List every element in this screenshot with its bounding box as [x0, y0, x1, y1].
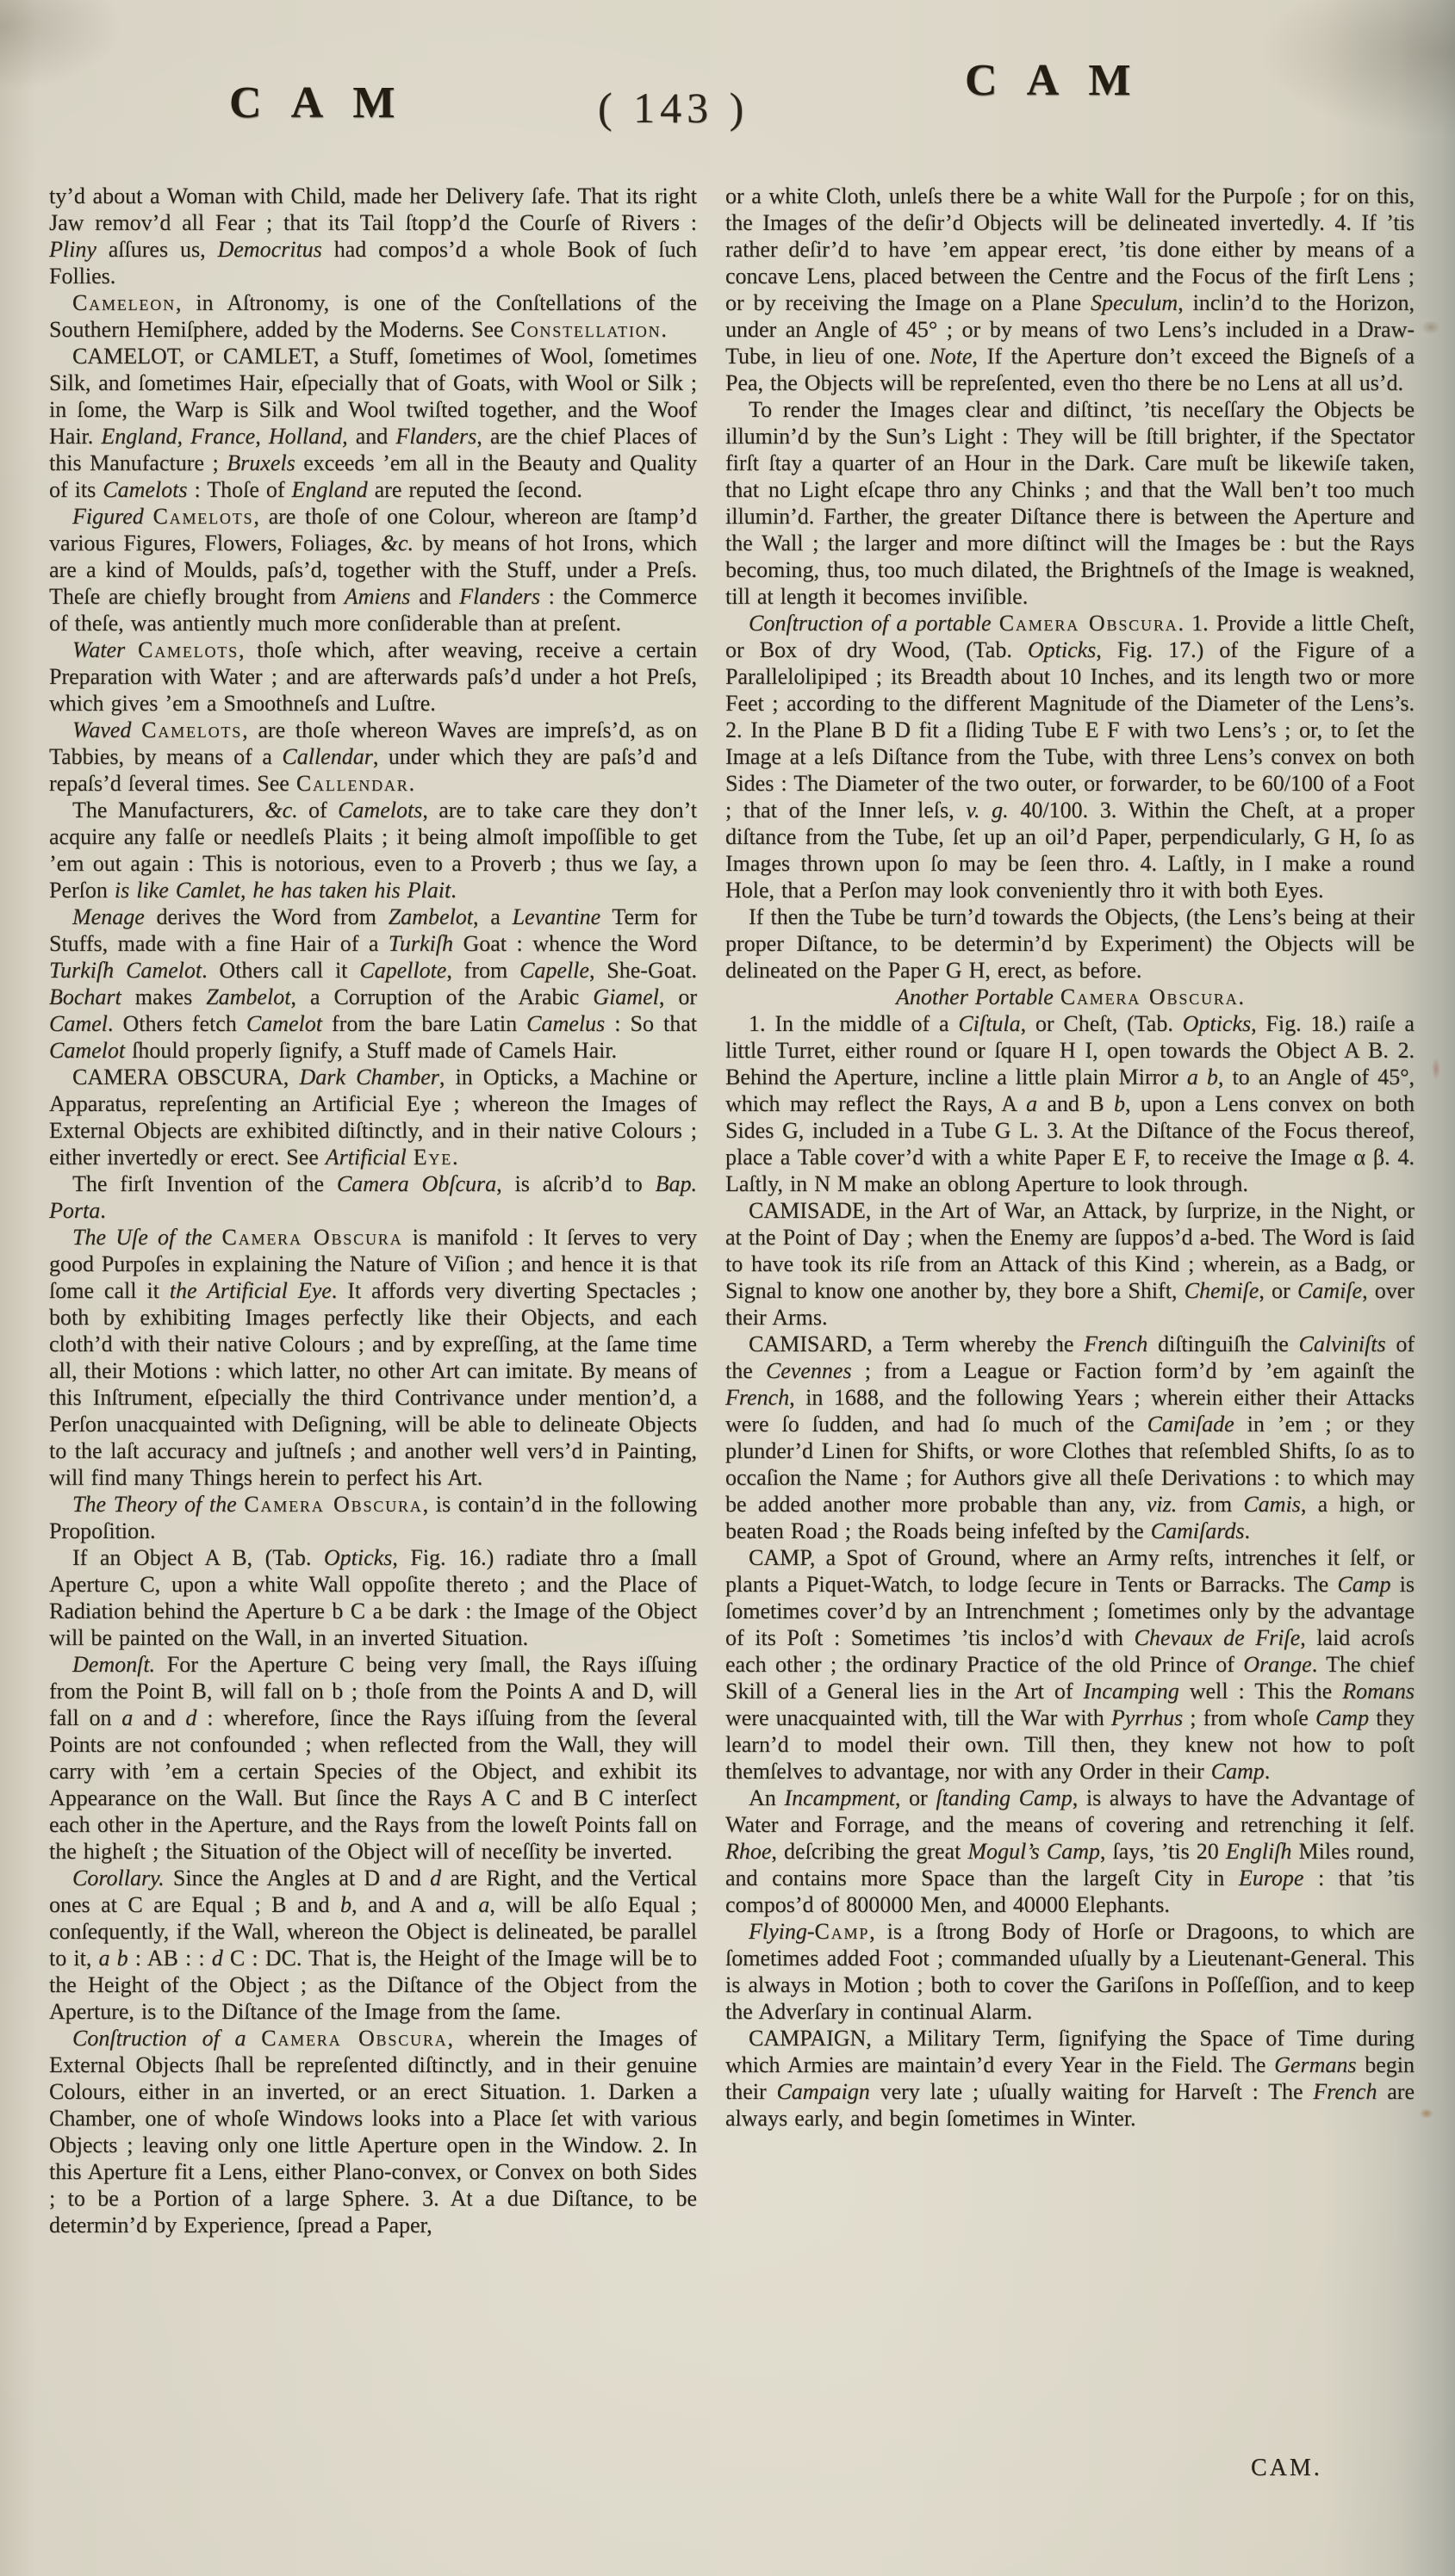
text-segment: are Right, and the Vertical ones at C are Equal ; B and: [49, 1865, 697, 1917]
text-segment: , is always to have the Advantage of Water and Forrage, and the means of covering and retrenching it ſelf.: [725, 1785, 1415, 1837]
paragraph: [725, 1010, 1415, 1197]
text-segment: CAMISARD, a Term whereby the: [749, 1331, 1085, 1356]
text-segment: Camiſade: [1147, 1412, 1234, 1437]
text-segment: : AB : :: [127, 1946, 212, 1971]
paragraph: [49, 717, 697, 797]
text-segment: [144, 504, 153, 529]
text-segment: ty’d about a Woman with Child, made her Delivery ſafe. That its right Jaw remov’d all Fear ; that its Tail ſtopp’d the Courſe of Rivers :: [49, 183, 697, 235]
text-segment: Camera Obſcura: [336, 1171, 497, 1196]
text-segment: Chevaux de Friſe: [1134, 1625, 1301, 1650]
text-segment: d: [211, 1946, 223, 1971]
text-segment: , She-Goat.: [588, 958, 697, 983]
text-segment: .: [661, 317, 667, 342]
text-segment: a: [121, 1705, 134, 1730]
paragraph: [49, 1651, 697, 1865]
paragraph: [725, 396, 1415, 610]
text-segment: [1054, 984, 1060, 1009]
text-segment: &c.: [380, 531, 413, 556]
text-segment: , a: [472, 904, 513, 929]
text-segment: Amiens: [344, 584, 411, 609]
text-segment: , in 1688, and the following Years ; wherein either their Attacks were ſo ſudden, and had ſo much of the: [725, 1385, 1415, 1437]
text-segment: CAMERA OBSCURA,: [72, 1065, 300, 1089]
text-segment: French: [1084, 1331, 1148, 1356]
text-segment: , is contain’d in the following Propoſition.: [49, 1492, 698, 1543]
paragraph: [49, 636, 697, 717]
text-segment: and B: [1037, 1091, 1114, 1116]
text-segment: C : DC. That is, the Height of the Image will be to the Height of the Object ; as the Diſtance of the Object from the Aperture, is to the Diſtance of the Image from the ſame.: [49, 1946, 698, 2024]
text-segment: Camera Obscura: [261, 2026, 448, 2051]
text-segment: Bruxels: [227, 450, 295, 475]
text-segment: [992, 611, 999, 636]
page-number: ( 143 ): [598, 84, 749, 132]
paragraph: [49, 1064, 697, 1170]
text-segment: Turkiſh Camelot: [49, 958, 202, 983]
text-segment: , in Opticks, a Machine or Apparatus, repreſenting an Artificial Eye ; whereon the Images of External Objects are exhibited diſtinctly, and in their native Colours ; either invertedly or erect. See: [49, 1065, 697, 1170]
text-segment: .: [452, 1145, 458, 1170]
text-segment: The Manufacturers,: [72, 798, 265, 822]
text-segment: Camiſards: [1150, 1518, 1245, 1543]
text-segment: Corollary.: [72, 1865, 165, 1890]
paper-smudge: [1432, 1058, 1440, 1080]
text-segment: Engliſh: [1225, 1839, 1292, 1864]
text-segment: is ſometimes cover’d by an Intrenchment ; ſometimes only by the advantage of its Poſt : Sometimes ’tis inclos’d with: [725, 1572, 1415, 1650]
text-segment: The firſt Invention of the: [72, 1171, 337, 1196]
text-segment: : the Commerce of theſe, was antiently much more conſiderable than at preſent.: [49, 584, 697, 636]
text-segment: Ciſtula: [958, 1011, 1021, 1036]
text-segment: [212, 1225, 221, 1250]
text-segment: very late ; uſually waiting for Harveſt : The: [869, 2079, 1314, 2104]
text-segment: d: [185, 1705, 197, 1730]
text-segment: had compos’d a whole Book of ſuch Follies.: [49, 237, 697, 289]
text-segment: Camelots: [152, 504, 254, 529]
text-segment: a b: [98, 1946, 128, 1971]
running-head-left: C A M: [229, 78, 406, 127]
text-segment: Camelots: [103, 477, 188, 502]
text-segment: , inclin’d to the Horizon, under an Angle of 45° ; or by means of two Lens’s included in a Draw-Tube, in lieu of one.: [725, 290, 1415, 369]
text-segment: ſhould properly ſignify, a Stuff made of Camels Hair.: [125, 1038, 618, 1063]
text-segment: is manifold : It ſerves to very good Purpoſes in explaining the Nature of Viſion ; and hence it is that ſome call it: [49, 1225, 697, 1303]
text-segment: Orange: [1243, 1652, 1312, 1677]
text-segment: Flying-: [749, 1919, 815, 1944]
text-segment: Opticks: [1027, 637, 1097, 662]
text-segment: Conſtruction of a: [72, 2026, 246, 2051]
paragraph: [725, 2025, 1415, 2132]
text-segment: Bochart: [49, 984, 121, 1009]
text-segment: , wherein the Images of External Objects ſhall be repreſented diſtinctly, and in their genuine Colours, either in an inverted, or an erect Situation. 1. Darken a Chamber, one of whoſe Windows looks into a Place ſet with various Objects ; leaving only one little Aperture open in the Window. 2. In this Aperture fit a Lens, either Plano-convex, or Convex on both Sides ; to be a Portion of a large Sphere. 3. At a due Diſtance, to be determin’d by Experience, ſpread a Paper,: [49, 2026, 697, 2238]
section-heading: [725, 984, 1415, 1010]
text-segment: from the bare Latin: [321, 1011, 527, 1036]
text-segment: The Theory of the: [72, 1492, 237, 1517]
text-segment: Germans: [1274, 2052, 1357, 2077]
text-segment: , or: [894, 1785, 936, 1810]
paragraph: [49, 183, 697, 289]
text-segment: Capelle: [519, 958, 589, 983]
text-segment: v. g.: [966, 798, 1009, 822]
text-segment: Camp: [1210, 1759, 1265, 1784]
text-segment: , Fig. 17.) of the Figure of a Parallelolipiped ; its Breadth about 10 Inches, and its length two or more Feet ; according to the different Magnitude of the Diameter of the Lens’s. 2. In the Plane B D fit a ſliding Tube E F with two Lens’s ; or, to ſet the Image at a leſs Diſtance from the Tube, with three Lens’s convex on both Sides : The Diameter of the two outer, or forwarder, to be 60/100 of a Foot ; that of the Inner leſs,: [725, 637, 1415, 822]
text-segment: Another Portable: [896, 984, 1054, 1009]
text-segment: CAMP, a Spot of Ground, where an Army reſts, intrenches it ſelf, or plants a Piquet-Watch, to lodge ſecure in Tents or Barracks. The: [725, 1545, 1415, 1597]
text-segment: a: [1026, 1091, 1038, 1116]
text-segment: If then the Tube be turn’d towards the Objects, (the Lens’s being at their proper Diſtance, to be determin’d by Experiment) the Objects will be delineated on the Paper G H, erect, as before.: [725, 904, 1415, 983]
paragraph: [725, 610, 1415, 903]
text-segment: CAMELOT, or CAMLET, a Stuff, ſometimes of Wool, ſometimes Silk, and ſometimes Hair, eſpecially that of Goats, with Wool or Silk ; in ſome, the Warp is Silk and Wool twiſted together, and the Woof Hair.: [49, 344, 697, 449]
text-segment: Capellote: [359, 958, 447, 983]
text-segment: Eye: [413, 1145, 453, 1170]
text-segment: Miles round, and contains more Space than the largeſt City in: [725, 1839, 1415, 1890]
text-segment: .: [1238, 984, 1244, 1009]
text-segment: [237, 1492, 245, 1517]
text-segment: Pyrrhus: [1110, 1705, 1184, 1730]
text-segment: aſſures us,: [96, 237, 218, 262]
ink-stain: [1420, 2108, 1433, 2119]
text-segment: Camelot: [49, 1038, 126, 1063]
paragraph: [49, 2025, 697, 2238]
paragraph: [49, 289, 697, 343]
text-segment: Zambelot: [388, 904, 473, 929]
text-segment: Water: [72, 637, 126, 662]
text-segment: diſtinguiſh the: [1147, 1331, 1299, 1356]
text-segment: a b: [1186, 1065, 1218, 1089]
text-segment: Speculum: [1091, 290, 1178, 315]
text-segment: , a high, or beaten Road ; the Roads being infeſted by the: [725, 1492, 1415, 1543]
text-segment: 1. In the middle of a: [749, 1011, 959, 1036]
text-segment: , are the chief Places of this Manufacture ;: [49, 424, 698, 475]
text-segment: .: [1264, 1759, 1271, 1784]
text-segment: Democritus: [217, 237, 322, 262]
text-segment: Camera Obscura: [1060, 984, 1239, 1009]
text-segment: Zambelot: [206, 984, 291, 1009]
text-segment: , Fig. 16.) radiate thro a ſmall Aperture C, upon a white Wall oppoſite thereto ; and the Place of Radiation behind the Aperture b C a be dark : the Image of the Object will be painted on the Wall, in an inverted Situation.: [49, 1545, 697, 1650]
text-column-right: [725, 183, 1415, 2132]
paragraph: [49, 1491, 697, 1544]
text-segment: . It affords very diverting Spectacles ; both by exhibiting Images perfectly like their Objects, and each cloth’d with their native Colours ; and by expreſſing, at the ſame time all, their Motions : which latter, no other Art can imitate. By means of this Inſtrument, eſpecially the third Contrivance under mention’d, a Perſon unacquainted with Deſigning, will be able to delineate Objects to the laſt accuracy and juſtneſs ; and another well vers’d in Painting, will find many Things herein to perfect his Art.: [49, 1278, 697, 1490]
text-segment: b: [339, 1892, 351, 1917]
text-segment: derives the Word from: [144, 904, 389, 929]
catchword: CAM.: [1251, 2455, 1322, 2481]
paragraph: [725, 1544, 1415, 1785]
text-segment: are reputed the ſecond.: [367, 477, 582, 502]
text-segment: Since the Angles at D and: [164, 1865, 431, 1890]
text-segment: Callendar: [295, 771, 409, 796]
text-segment: CAMISADE, in the Art of War, an Attack, by ſurprize, in the Night, or at the Point of Day ; when the Enemy are ſuppos’d a-bed. The Word is ſaid to have took its riſe from an Attack of this Kind ; wherein, as a Badg, or Signal to know one another by, they bore a Shift,: [725, 1198, 1415, 1303]
paragraph: [49, 797, 697, 903]
paragraph: [49, 503, 697, 636]
text-segment: [125, 637, 138, 662]
text-segment: To render the Images clear and diſtinct, ’tis neceſſary the Objects be illumin’d by the Sun’s Light : They will be ſtill brighter, if the Spectator firſt ſtay a quarter of an Hour in the Dark. Care muſt be likewiſe taken, that no Light eſcape thro any Chinks ; and that the Wall ben’t too much illumin’d. Farther, the greater Diſtance there is between the Aperture and the Wall ; the larger and more diſtinct will the Images be : but the Rays becoming, thus, too much dilated, the Brightneſs of the Image is weakned, till at length it becomes inviſible.: [725, 397, 1415, 609]
text-segment: , to an Angle of 45°, which may reflect the Rays, A: [725, 1065, 1415, 1116]
text-segment: , or: [1259, 1278, 1297, 1303]
text-segment: , Fig. 18.) raiſe a little Turret, either round or ſquare H I, open towards the Object A B. 2. Behind the Aperture, incline a little plain Mirror: [725, 1011, 1415, 1089]
text-segment: . The chief Skill of a General lies in the Art of: [725, 1652, 1415, 1704]
text-segment: , is aſcrib’d to: [496, 1171, 656, 1196]
text-segment: Figured: [72, 504, 144, 529]
text-segment: Campaign: [776, 2079, 870, 2104]
text-segment: , in Aſtronomy, is one of the Conſtellations of the Southern Hemiſphere, added by the Moderns. See: [49, 290, 697, 342]
text-segment: , from: [446, 958, 520, 983]
text-segment: Camp: [814, 1919, 870, 1944]
text-segment: If an Object A B, (Tab.: [72, 1545, 324, 1570]
text-segment: , are thoſe of one Colour, whereon are ſtamp’d various Figures, Flowers, Foliages,: [49, 504, 697, 556]
text-segment: Goat : whence the Word: [453, 931, 697, 956]
text-segment: Camp: [1337, 1572, 1391, 1597]
text-segment: , are to take care they don’t acquire any falſe or needleſs Plaits ; it being almoſt impoſſible to get ’em out again : This is notorious, even to a Proverb ; thus we ſay, a Perſon: [49, 798, 697, 903]
text-segment: is like Camlet, he has taken his Plait: [114, 878, 451, 903]
text-segment: , and A and: [351, 1892, 479, 1917]
text-segment: Term for Stuffs, made with a fine Hair of a: [49, 904, 698, 956]
text-segment: Flanders: [395, 424, 477, 449]
paragraph: [49, 1544, 697, 1651]
text-segment: Demonſt.: [72, 1652, 156, 1677]
text-segment: , are thoſe whereon Waves are impreſs’d, as on Tabbies, by means of a: [49, 717, 698, 769]
text-segment: Artificial: [325, 1145, 407, 1170]
text-segment: Waved: [72, 717, 132, 742]
text-segment: , upon a Lens convex on both Sides G, included in a Tube G L. 3. At the Diſtance of the Focus thereof, place a Table cover’d with a white Paper E F, to receive the Image α β. 4. Laſtly, in N M make an oblong Aperture to look through.: [725, 1091, 1415, 1196]
text-segment: and: [133, 1705, 186, 1730]
paragraph: [49, 903, 697, 1064]
text-segment: For the Aperture C being very ſmall, the Rays iſſuing from the Point B, will fall on b ; thoſe from the Points A and D, will fall on: [49, 1652, 697, 1730]
text-segment: An: [749, 1785, 785, 1810]
text-segment: the Artificial Eye: [169, 1278, 332, 1303]
text-segment: 40/100. 3. Within the Cheſt, at a proper diſtance from the Tube, ſet up an oil’d Paper, perpendicularly, G H, ſo as Images thrown upon ſo may be ſeen thro. 4. Laſtly, in I make a round Hole, that a Perſon may look conveniently thro it with both Eyes.: [725, 798, 1415, 903]
text-segment: and: [410, 584, 460, 609]
text-segment: are always early, and begin ſometimes in Winter.: [725, 2079, 1415, 2131]
text-segment: ſtanding Camp: [936, 1785, 1073, 1810]
text-segment: .: [1244, 1518, 1250, 1543]
text-segment: b: [1113, 1091, 1125, 1116]
text-segment: Note: [930, 344, 973, 369]
text-segment: makes: [121, 984, 207, 1009]
text-segment: Camp: [1315, 1705, 1370, 1730]
text-segment: [131, 717, 141, 742]
text-segment: : So that: [605, 1011, 697, 1036]
text-segment: . 1. Provide a little Cheſt, or Box of dry Wood, (Tab.: [725, 611, 1415, 662]
text-segment: , or: [658, 984, 698, 1009]
text-segment: ; from a League or Faction form’d by ’em againſt the: [851, 1358, 1415, 1383]
paragraph: [49, 1224, 697, 1491]
text-segment: viz.: [1146, 1492, 1178, 1517]
text-segment: of the: [725, 1331, 1415, 1383]
text-segment: were unacquainted with, till the War with: [725, 1705, 1111, 1730]
text-segment: The Uſe of the: [72, 1225, 213, 1250]
text-segment: , If the Aperture don’t exceed the Bigneſs of a Pea, the Objects will be repreſented, even tho there be no Lens at all us’d.: [725, 344, 1415, 395]
text-segment: . Others fetch: [107, 1011, 246, 1036]
text-segment: begin their: [725, 2052, 1415, 2104]
text-segment: , thoſe which, after weaving, receive a certain Preparation with Water ; and are afterwards paſs’d under a hot Preſs, which gives ’em a Smoothneſs and Luſtre.: [49, 637, 698, 716]
text-segment: Turkiſh: [388, 931, 454, 956]
text-segment: Camera Obscura: [221, 1225, 403, 1250]
text-segment: , a Corruption of the Arabic: [290, 984, 594, 1009]
text-segment: Conſtruction of a portable: [749, 611, 992, 636]
text-segment: : that ’tis compos’d of 800000 Men, and 40000 Elephants.: [725, 1865, 1415, 1917]
text-segment: a: [478, 1892, 490, 1917]
paragraph: [725, 183, 1415, 396]
text-segment: England, France, Holland,: [101, 424, 348, 449]
text-segment: , is a ſtrong Body of Horſe or Dragoons, to which are ſometimes added Foot ; commanded uſually by a Lieutenant-General. This is always in Motion ; both to cover the Gariſons in Poſſeſſion, and to keep the Adverſary in continual Alarm.: [725, 1919, 1415, 2024]
text-segment: , under which they are paſs’d and repaſs’d ſeveral times. See: [49, 744, 697, 796]
text-segment: Rhoe: [725, 1839, 772, 1864]
paragraph: [725, 903, 1415, 984]
text-segment: Bap. Porta: [49, 1171, 697, 1223]
text-segment: French: [1313, 2079, 1377, 2104]
text-segment: Giamel: [593, 984, 659, 1009]
text-segment: Europe: [1238, 1865, 1304, 1890]
text-segment: Menage: [72, 904, 145, 929]
text-column-left: [49, 183, 697, 2238]
text-segment: from: [1177, 1492, 1244, 1517]
text-segment: Opticks: [323, 1545, 393, 1570]
paragraph: [725, 1918, 1415, 2025]
text-segment: Chemiſe: [1184, 1278, 1259, 1303]
text-segment: Camelots: [138, 637, 239, 662]
text-segment: , deſcribing the great: [771, 1839, 968, 1864]
text-segment: Callendar: [282, 744, 373, 769]
text-segment: Camera Obscura: [998, 611, 1178, 636]
text-segment: Levantine: [512, 904, 601, 929]
text-segment: Incampment: [784, 1785, 895, 1810]
paragraph: [725, 1197, 1415, 1331]
paper-smudge: [1421, 320, 1440, 334]
text-segment: and: [347, 424, 396, 449]
running-head-right: C A M: [965, 56, 1141, 105]
text-segment: England: [291, 477, 368, 502]
text-segment: Calviniſts: [1298, 1331, 1386, 1356]
text-segment: , over their Arms.: [725, 1278, 1415, 1330]
paragraph: [49, 1865, 697, 2025]
text-segment: Flanders: [459, 584, 541, 609]
text-segment: . Others call it: [202, 958, 360, 983]
text-segment: Mogul’s Camp: [967, 1839, 1100, 1864]
text-segment: Incamping: [1083, 1679, 1179, 1704]
text-segment: Constellation: [510, 317, 662, 342]
text-segment: Dark Chamber: [299, 1065, 439, 1089]
text-segment: or a white Cloth, unleſs there be a white Wall for the Purpoſe ; for on this, the Images of the deſir’d Objects will be delineated invertedly. 4. If ’tis rather deſir’d to have ’em appear erect, ’tis done either by means of a concave Lens, placed between the Centre and the Focus of the firſt Lens ; or by receiving the Image on a Plane: [725, 183, 1415, 315]
text-segment: ; from whoſe: [1183, 1705, 1315, 1730]
text-segment: Cameleon: [72, 290, 176, 315]
text-segment: CAMPAIGN, a Military Term, ſignifying the Space of Time during which Armies are maintain’d every Year in the Field. The: [725, 2026, 1415, 2077]
text-segment: .: [100, 1198, 106, 1223]
text-segment: in ’em ; or they plunder’d Linen for Shifts, or wore Clothes that reſembled Shifts, ſo as to occaſion the Name ; for Authors give all theſe Derivations : to which may be added another more probable than any,: [725, 1412, 1415, 1517]
text-segment: Camis: [1243, 1492, 1301, 1517]
text-segment: Camelot: [246, 1011, 322, 1036]
text-segment: Cevennes: [765, 1358, 852, 1383]
text-segment: Camelots: [141, 717, 243, 742]
text-segment: Romans: [1342, 1679, 1415, 1704]
text-segment: &c.: [264, 798, 298, 822]
text-segment: they learn’d to model their own. Till then, they knew not how to poſt themſelves to advantage, nor with any Order in their: [725, 1705, 1415, 1784]
text-segment: French: [725, 1385, 790, 1410]
paragraph: [49, 343, 697, 503]
text-segment: , or Cheſt, (Tab.: [1020, 1011, 1183, 1036]
paragraph: [725, 1785, 1415, 1918]
text-segment: well : This the: [1178, 1679, 1343, 1704]
text-segment: .: [408, 771, 415, 796]
text-segment: exceeds ’em all in the Beauty and Quality of its: [49, 450, 697, 502]
text-segment: Camelots: [338, 798, 423, 822]
text-segment: .: [451, 878, 457, 903]
text-segment: : wherefore, ſince the Rays iſſuing from the ſeveral Points are not confounded ; when reflected from the Wall, they will carry with ’em a certain Species of the Object, and exhibit its Appearance on the Wall. But ſince the Rays A C and B C interſect each other in the Aperture, and the Rays from the loweſt Points fall on the higheſt ; the Situation of the Object will of neceſſity be inverted.: [49, 1705, 697, 1864]
text-segment: Camiſe: [1296, 1278, 1363, 1303]
text-segment: [246, 2026, 262, 2051]
text-segment: Camera Obscura: [244, 1492, 423, 1517]
text-segment: , will be alſo Equal ; conſequently, if the Wall, whereon the Object is delineated, be parallel to it,: [49, 1892, 697, 1971]
text-segment: Camel: [49, 1011, 108, 1036]
text-segment: , ſays, ’tis 20: [1099, 1839, 1226, 1864]
text-segment: Pliny: [49, 237, 96, 262]
text-segment: : Thoſe of: [187, 477, 292, 502]
text-segment: Camelus: [526, 1011, 606, 1036]
text-segment: d: [430, 1865, 442, 1890]
text-segment: [407, 1145, 413, 1170]
paragraph: [725, 1331, 1415, 1544]
text-segment: by means of hot Irons, which are a kind of Moulds, paſs’d, together with the Stuff, under a Preſs. Theſe are chiefly brought from: [49, 531, 697, 609]
text-segment: of: [297, 798, 339, 822]
text-segment: , laid acroſs each other ; the ordinary Practice of the old Prince of: [725, 1625, 1415, 1677]
paragraph: [49, 1170, 697, 1224]
text-segment: Opticks: [1182, 1011, 1252, 1036]
